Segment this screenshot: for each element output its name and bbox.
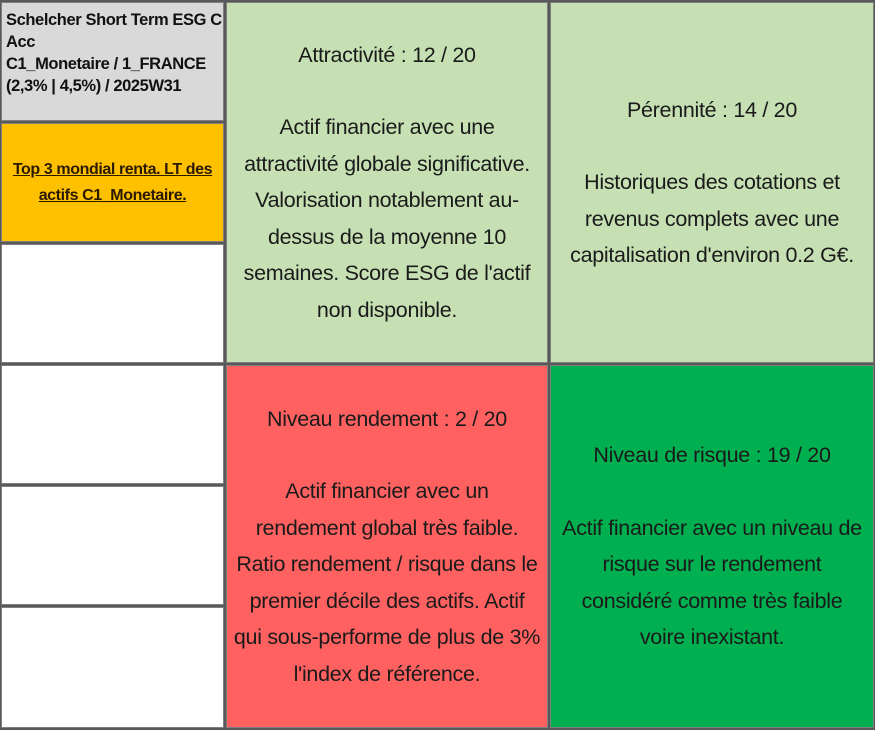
rendement-description: Actif financier avec un rendement global très faible. Ratio rendement / risque dans le premier décile des actifs. Actif qui sous-performe de plus de 3% l'index de référence. — [233, 479, 541, 686]
attractivite-title: Attractivité : 12 / 20 — [298, 42, 476, 67]
risque-description: Actif financier avec un niveau de risque sur le rendement considéré comme très faible voire inexistant. — [562, 515, 862, 650]
perennite-description: Historiques des cotations et revenus complets avec une capitalisation d'environ 0.2 G€. — [570, 170, 854, 267]
attractivite-description: Actif financier avec une attractivité globale significative. Valorisation notablement au-dessus de la moyenne 10 semaines. Score ESG de l'actif non disponible. — [243, 115, 531, 322]
empty-cell-1 — [1, 244, 224, 363]
perennite-panel — [550, 2, 874, 363]
fund-name-line2: Acc — [6, 33, 36, 51]
rendement-title: Niveau rendement : 2 / 20 — [267, 406, 507, 431]
ranking-text: Top 3 mondial renta. LT des actifs C1_Monetaire. — [12, 160, 213, 204]
empty-cell-3 — [1, 486, 224, 605]
fund-header-cell — [1, 2, 224, 121]
fund-name-line1: Schelcher Short Term ESG C — [6, 11, 222, 29]
risque-panel — [550, 365, 874, 728]
fund-range-week: (2,3% | 4,5%) / 2025W31 — [6, 77, 182, 95]
fund-category: C1_Monetaire / 1_FRANCE — [6, 55, 206, 73]
empty-cell-2 — [1, 365, 224, 484]
risque-title: Niveau de risque : 19 / 20 — [593, 443, 831, 468]
perennite-title: Pérennité : 14 / 20 — [626, 97, 797, 122]
ranking-cell[interactable] — [1, 123, 224, 242]
attractivite-panel — [226, 2, 548, 363]
rendement-panel — [226, 365, 548, 728]
empty-cell-4 — [1, 607, 224, 728]
